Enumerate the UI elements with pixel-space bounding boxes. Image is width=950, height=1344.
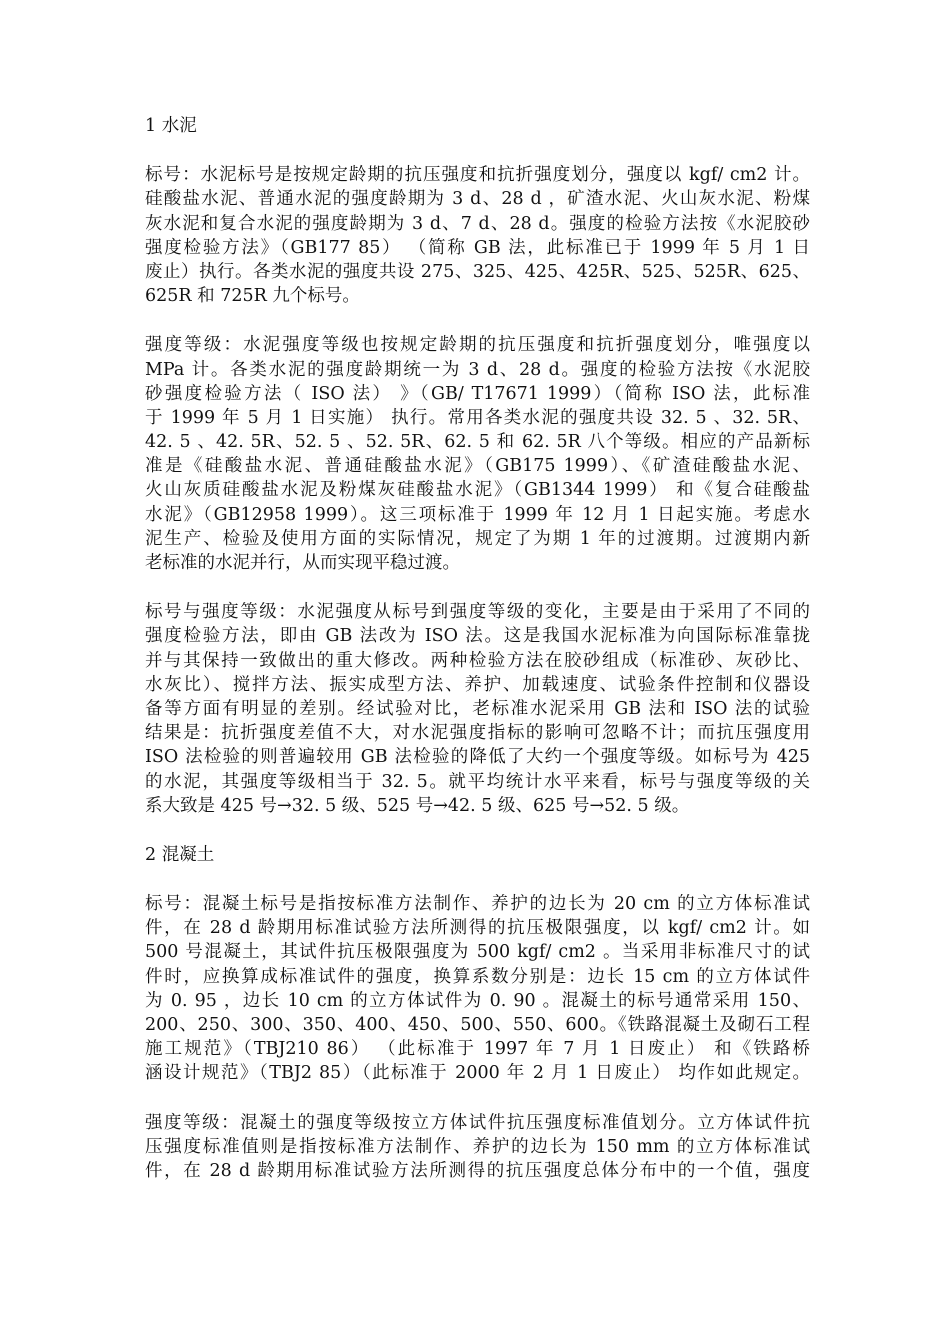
text-line: 火山灰质硅酸盐水泥及粉煤灰硅酸盐水泥》（GB1344 1999） 和《复合硅酸盐 [145,480,810,501]
text-line: 砂强度检验方法（ ISO 法） 》（GB/ T17671 1999）（简称 ISO 法，此标准 [145,383,810,404]
text-line: 标号：水泥标号是按规定龄期的抗压强度和抗折强度划分，强度以 kgf/ cm2 计。 [145,165,810,186]
text-line: 件，在 28 d 龄期用标准试验方法所测得的抗压极限强度，以 kgf/ cm2 计。如 [145,918,810,939]
text-line: 灰水泥和复合水泥的强度龄期为 3 d、7 d、28 d。强度的检验方法按《水泥胶砂 [145,213,810,234]
section-heading-concrete: 2 混凝土 [145,844,215,865]
text-line: 件时，应换算成标准试件的强度，换算系数分别是：边长 15 cm 的立方体试件 [145,966,810,987]
text-line: 老标准的水泥并行，从而实现平稳过渡。 [145,553,460,574]
text-line: 标号与强度等级：水泥强度从标号到强度等级的变化，主要是由于采用了不同的 [145,602,810,623]
text-line: 625R 和 725R 九个标号。 [145,286,360,307]
paragraph-cement-grade-number [145,163,810,308]
text-line: ISO 法检验的则普遍较用 GB 法检验的降低了大约一个强度等级。如标号为 425 [145,747,810,768]
paragraph-cement-comparison [145,600,810,818]
text-line: 强度检验方法》（GB177 85） （简称 GB 法，此标准已于 1999 年 5 月 1 日 [145,237,810,258]
document-body [145,114,810,1208]
paragraph-concrete-grade-number [145,892,810,1086]
text-line: 硅酸盐水泥、普通水泥的强度龄期为 3 d、28 d ，矿渣水泥、火山灰水泥、粉煤 [145,189,810,210]
text-line: 的水泥，其强度等级相当于 32. 5。就平均统计水平来看，标号与强度等级的关 [145,771,810,792]
paragraph-cement-strength-class [145,333,810,575]
text-line: 强度等级：混凝土的强度等级按立方体试件抗压强度标准值划分。立方体试件抗 [145,1112,810,1133]
paragraph-concrete-strength-class [145,1111,810,1184]
text-line: 200、250、300、350、400、450、500、550、600。《铁路混凝土及砌石工程 [145,1015,810,1036]
text-line: 压强度标准值则是指按标准方法制作、养护的边长为 150 mm 的立方体标准试 [145,1136,810,1157]
text-line: 强度等级：水泥强度等级也按规定龄期的抗压强度和抗折强度划分，唯强度以 [145,335,810,356]
text-line: 水泥》（GB12958 1999）。这三项标准于 1999 年 12 月 1 日起实施。考虑水 [145,504,810,525]
text-line: 施工规范》（TBJ210 86） （此标准于 1997 年 7 月 1 日废止） 和《铁路桥 [145,1039,810,1060]
text-line: 废止）执行。各类水泥的强度共设 275、325、425、425R、525、525R、625、 [145,261,810,282]
text-line: 涵设计规范》（TBJ2 85）（此标准于 2000 年 2 月 1 日废止） 均作如此规定。 [145,1063,810,1084]
text-line: MPa 计。各类水泥的强度龄期统一为 3 d、28 d。强度的检验方法按《水泥胶 [145,359,810,380]
text-line: 水灰比）、搅拌方法、振实成型方法、养护、加载速度、试验条件控制和仪器设 [145,674,810,695]
text-line: 42. 5 、42. 5R、52. 5 、52. 5R、62. 5 和 62. 5R 八个等级。相应的产品新标 [145,432,810,453]
text-line: 准是《硅酸盐水泥、普通硅酸盐水泥》（GB175 1999）、《矿渣硅酸盐水泥、 [145,456,810,477]
text-line: 结果是：抗折强度差值不大，对水泥强度指标的影响可忽略不计；而抗压强度用 [145,723,810,744]
text-line: 强度检验方法，即由 GB 法改为 ISO 法。这是我国水泥标准为向国际标准靠拢 [145,626,810,647]
text-line: 并与其保持一致做出的重大修改。两种检验方法在胶砂组成（标准砂、灰砂比、 [145,650,810,671]
section-heading-cement: 1 水泥 [145,116,197,136]
text-line: 标号：混凝土标号是指按标准方法制作、养护的边长为 20 cm 的立方体标准试 [145,894,810,915]
text-line: 为 0. 95 ，边长 10 cm 的立方体试件为 0. 90 。混凝土的标号通常采用 150、 [145,990,810,1011]
text-line: 系大致是 425 号→32. 5 级、525 号→42. 5 级、625 号→52. 5 级。 [145,795,690,816]
text-line: 备等方面有明显的差别。经试验对比，老标准水泥采用 GB 法和 ISO 法的试验 [145,698,810,719]
text-line: 泥生产、检验及使用方面的实际情况，规定了为期 1 年的过渡期。过渡期内新 [145,528,810,549]
text-line: 于 1999 年 5 月 1 日实施） 执行。常用各类水泥的强度共设 32. 5 、32. 5R、 [145,407,810,428]
text-line: 件，在 28 d 龄期用标准试验方法所测得的抗压强度总体分布中的一个值，强度 [145,1160,810,1181]
text-line: 500 号混凝土，其试件抗压极限强度为 500 kgf/ cm2 。当采用非标准尺寸的试 [145,942,810,963]
